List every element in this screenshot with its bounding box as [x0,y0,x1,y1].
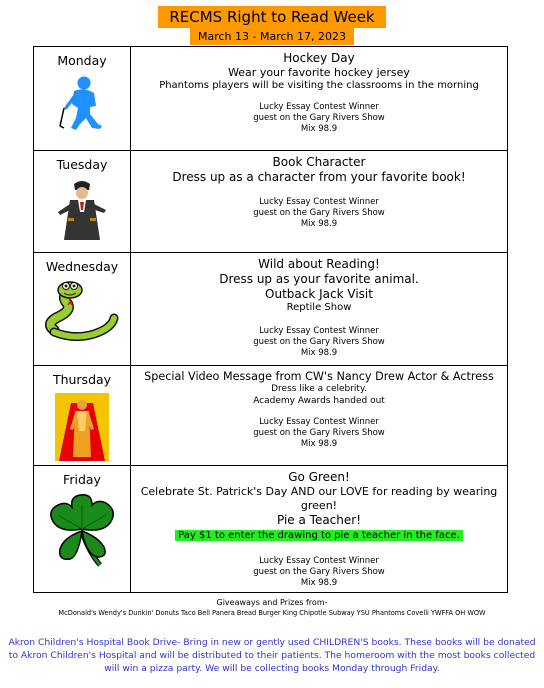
table-row [34,47,508,151]
snake-icon [44,280,120,342]
table-row [34,151,508,253]
event-detail: Outback Jack Visit [265,287,373,301]
day-details [131,47,508,151]
red-carpet-celebrity-icon [55,393,109,461]
table-row [34,366,508,466]
day-cell [34,466,131,593]
day-details [131,151,508,253]
event-title: Go Green! [288,470,350,484]
day-details [131,366,508,466]
contest-line: guest on the Gary Rivers Show [253,336,385,347]
event-detail: Dress like a celebrity. [271,384,367,394]
day-name: Thursday [52,372,112,387]
event-detail: Celebrate St. Patrick's Day AND our LOVE for reading by wearing green! [140,485,498,512]
day-details [131,253,508,366]
contest-line: guest on the Gary Rivers Show [253,208,385,218]
date-range: March 13 - March 17, 2023 [190,28,354,45]
contest-line: guest on the Gary Rivers Show [253,567,385,577]
day-name: Wednesday [45,259,119,274]
sponsors-list: McDonald's Wendy's Dunkin' Donuts Taco Bell Panera Bread Burger King Chipotle Subway YSU Phantoms Covelli YWFFA OH WOW [58,609,486,617]
event-detail: Phantoms players will be visiting the classrooms in the morning [159,80,479,91]
event-detail: Dress up as a character from your favorite book! [172,170,466,184]
sponsors-title: Giveaways and Prizes from- [216,598,328,607]
day-cell [34,47,131,151]
event-title: Special Video Message from CW's Nancy Drew Actor & Actress [144,370,494,383]
event-title: Wild about Reading! [258,257,380,271]
contest-line: Lucky Essay Contest Winner [259,325,379,336]
contest-line: Mix 98.9 [300,123,338,134]
event-detail: Dress up as your favorite animal. [219,272,419,286]
contest-line: Lucky Essay Contest Winner [259,197,379,207]
shamrock-icon [42,493,122,569]
table-row [34,253,508,366]
contest-line: Lucky Essay Contest Winner [259,417,379,427]
contest-line: Mix 98.9 [300,219,338,229]
event-title: Hockey Day [283,51,355,65]
event-subtitle: Pie a Teacher! [276,513,362,527]
day-name: Friday [63,472,101,487]
contest-line: Lucky Essay Contest Winner [259,101,379,112]
highlight-note: Pay $1 to enter the drawing to pie a teacher in the face. [175,530,463,541]
event-title: Book Character [272,155,366,169]
day-name: Monday [57,53,107,68]
contest-line: Mix 98.9 [300,347,338,358]
contest-line: Mix 98.9 [300,439,338,449]
event-detail: Wear your favorite hockey jersey [228,66,410,79]
day-cell [34,151,131,253]
hockey-player-icon [52,74,112,132]
day-name: Tuesday [56,157,108,172]
schedule-table [33,46,508,593]
table-row [34,466,508,593]
contest-line: guest on the Gary Rivers Show [253,428,385,438]
day-details [131,466,508,593]
contest-line: guest on the Gary Rivers Show [253,112,385,123]
day-cell [34,366,131,466]
wizard-character-icon [54,178,110,244]
page-title: RECMS Right to Read Week [158,6,386,28]
contest-line: Lucky Essay Contest Winner [259,556,379,566]
day-cell [34,253,131,366]
book-drive-notice: Akron Children's Hospital Book Drive- Bring in new or gently used CHILDREN'S books. These books will be donated to Akron Children's Hospital and will be distributed to their patients. The homeroom with the most books collected will win a pizza party. We will be collecting books Monday through Friday. [8,637,536,674]
contest-line: Mix 98.9 [300,578,338,588]
event-detail: Reptile Show [286,302,352,313]
event-detail: Academy Awards handed out [253,395,385,406]
